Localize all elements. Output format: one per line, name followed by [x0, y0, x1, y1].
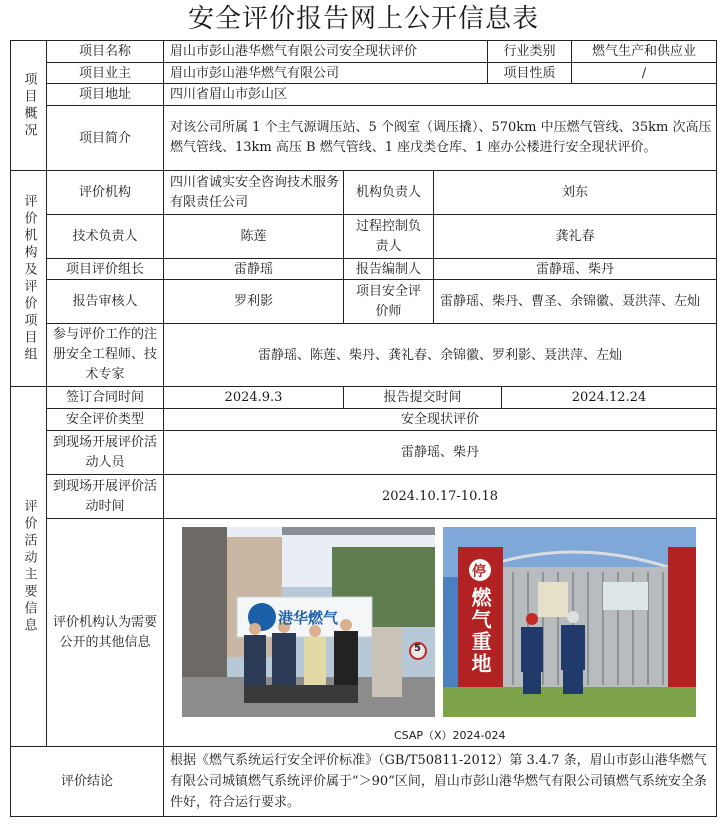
reviewer-label: 报告审核人 — [46, 279, 164, 324]
owner: 眉山市彭山港华燃气有限公司 — [163, 62, 488, 84]
process-label: 过程控制负责人 — [343, 214, 434, 259]
staff: 雷静瑶、柴丹 — [163, 430, 717, 475]
evaluators-label: 项目安全评价师 — [343, 279, 434, 324]
site-photo-gate — [443, 527, 696, 717]
type: 安全现状评价 — [163, 408, 717, 431]
time-label: 到现场开展评价活动时间 — [46, 474, 164, 519]
nature: / — [571, 62, 717, 84]
leader-label: 项目评价组长 — [46, 258, 164, 280]
page-title: 安全评价报告网上公开信息表 — [187, 4, 539, 34]
section-agency: 评价机构及评价项目组 — [10, 170, 47, 387]
section-overview: 项目概况 — [10, 40, 47, 171]
type-label: 安全评价类型 — [46, 408, 164, 431]
leader: 雷静瑶 — [163, 258, 344, 280]
intro-label: 项目简介 — [46, 105, 164, 171]
speed-sign-text: 5 — [414, 643, 421, 654]
org: 四川省诚实安全咨询技术服务有限责任公司 — [163, 170, 344, 215]
section-activity: 评价活动主要信息 — [10, 386, 47, 747]
submit-date: 2024.12.24 — [501, 386, 717, 409]
evaluators: 雷静瑶、柴丹、曹圣、余锦徽、聂洪萍、左灿 — [433, 279, 717, 324]
staff-label: 到现场开展评价活动人员 — [46, 430, 164, 475]
address: 四川省眉山市彭山区 — [163, 83, 717, 106]
industry-label: 行业类别 — [487, 40, 572, 63]
process: 龚礼春 — [433, 214, 717, 259]
tech-label: 技术负责人 — [46, 214, 164, 259]
site-photo-entrance — [182, 527, 435, 717]
other-label: 评价机构认为需要公开的其他信息 — [46, 518, 164, 747]
writer: 雷静瑶、柴丹 — [433, 258, 717, 280]
submit-label: 报告提交时间 — [343, 386, 502, 409]
project-name: 眉山市彭山港华燃气有限公司安全现状评价 — [163, 40, 488, 63]
owner-label: 项目业主 — [46, 62, 164, 84]
experts: 雷静瑶、陈莲、柴丹、龚礼春、余锦徽、罗利影、聂洪萍、左灿 — [163, 323, 717, 387]
photo2-sign-text: 燃气重地 — [468, 587, 492, 675]
experts-label: 参与评价工作的注册安全工程师、技术专家 — [46, 323, 164, 387]
nature-label: 项目性质 — [487, 62, 572, 84]
project-name-label: 项目名称 — [46, 40, 164, 63]
intro: 对该公司所属 1 个主气源调压站、5 个阀室（调压撬）、570km 中压燃气管线、35km 次高压燃气管线、13km 高压 B 燃气管线、1 座戊类仓库、1 座办公楼进行安全现状评价。 — [163, 105, 717, 171]
photo1-sign-text: 港华燃气 — [278, 609, 339, 627]
address-label: 项目地址 — [46, 83, 164, 106]
head: 刘东 — [433, 170, 717, 215]
conclusion-label: 评价结论 — [10, 746, 164, 817]
reviewer: 罗利影 — [163, 279, 344, 324]
org-label: 评价机构 — [46, 170, 164, 215]
industry: 燃气生产和供应业 — [571, 40, 717, 63]
contract-date: 2024.9.3 — [163, 386, 344, 409]
tech: 陈莲 — [163, 214, 344, 259]
head-label: 机构负责人 — [343, 170, 434, 215]
photo2-stop-sign: 停 — [472, 564, 486, 580]
report-code-caption: CSAP（X）2024-024 — [394, 729, 506, 742]
conclusion-text: 根据《燃气系统运行安全评价标准》（GB/T50811-2012）第 3.4.7 条，眉山市彭山港华燃气有限公司城镇燃气系统评价属于“＞90”区间，眉山市彭山港华燃气有限公司镇燃气系统安全条件好，符合运行要求。 — [163, 746, 717, 817]
writer-label: 报告编制人 — [343, 258, 434, 280]
time: 2024.10.17-10.18 — [163, 474, 717, 519]
contract-label: 签订合同时间 — [46, 386, 164, 409]
